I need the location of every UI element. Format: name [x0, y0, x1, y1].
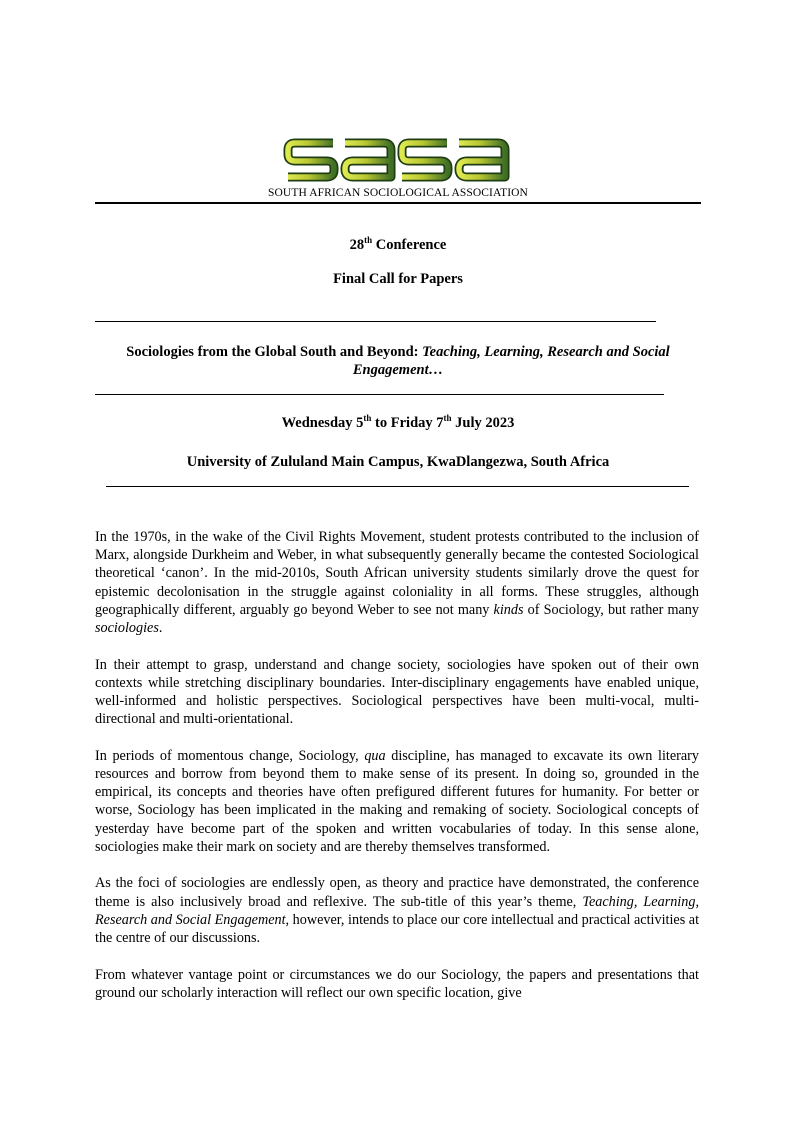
date-start-suffix: th: [363, 413, 372, 424]
paragraph-text: As the foci of sociologies are endlessly open, as theory and practice have demonstrated, the conference theme is also inclusively broad and reflexive. The sub-title of this year’s theme,: [95, 875, 699, 910]
call-title: Final Call for Papers: [333, 271, 463, 287]
sasa-logo: [283, 137, 512, 183]
theme-subtitle: Teaching, Learning, Research and Social Engagement…: [352, 344, 670, 378]
conference-number-suffix: th: [364, 235, 373, 246]
date-start: Wednesday 5: [281, 415, 364, 431]
paragraph-text: discipline, has managed to excavate its own literary resources and borrow from beyond them to make sense of its present. In doing so, grounded in the empirical, its concepts and theories have often prefigured different futures for humanity. For better or worse, Sociology has been implicated in the making and remaking of society. Sociological concepts of yesterday have become part of the spoken and written vocabularies of today. In this sense alone, sociologies make their mark on society and are thereby themselves transformed.: [95, 747, 699, 855]
header-divider: [95, 202, 701, 204]
body-text: [95, 528, 699, 1020]
conference-number: 28: [349, 237, 365, 253]
paragraph-text: .: [158, 620, 163, 637]
emphasis: Teaching, Learning, Research and Social Engagement,: [95, 893, 699, 928]
paragraph-text: however, intends to place our core intellectual and practical activities at the centre of our discussions.: [95, 911, 700, 947]
paragraph: [95, 528, 699, 637]
emphasis: qua: [364, 747, 386, 764]
paragraph: In their attempt to grasp, understand and change society, sociologies have spoken out of their own contexts while stretching disciplinary boundaries. Inter-disciplinary engagements have enabled unique, well-informed and holistic perspectives. Sociological perspectives have been multi-vocal, multi-directional and multi-orientational.: [95, 656, 699, 728]
date-end: July 2023: [451, 415, 515, 431]
emphasis: kinds: [493, 601, 524, 618]
paragraph-text: In periods of momentous change, Sociology,: [95, 747, 365, 764]
date-end-suffix: th: [443, 413, 452, 424]
divider-line: [95, 394, 664, 395]
conference-label: Conference: [372, 237, 447, 253]
paragraph-text: of Sociology, but rather many: [523, 601, 699, 618]
emphasis: sociologies: [95, 620, 159, 637]
organisation-name: SOUTH AFRICAN SOCIOLOGICAL ASSOCIATION: [268, 187, 528, 199]
date-middle: to Friday 7: [371, 415, 444, 431]
divider-line: [106, 486, 689, 487]
conference-dates: [95, 415, 701, 432]
theme-lead: Sociologies from the Global South and Beyond:: [126, 344, 423, 360]
paragraph: [95, 747, 699, 856]
paragraph: From whatever vantage point or circumstances we do our Sociology, the papers and presentations that ground our scholarly interaction will reflect our own specific location, give: [95, 966, 699, 1001]
paragraph: [95, 874, 699, 947]
divider-line: [95, 321, 656, 322]
conference-title: [95, 237, 701, 254]
conference-theme: [95, 343, 701, 379]
paragraph-text: In the 1970s, in the wake of the Civil Rights Movement, student protests contributed to the inclusion of Marx, alongside Durkheim and Weber, in what subsequently generally became the contested Sociological theoretical ‘canon’. In the mid-2010s, South African university students similarly drove the quest for epistemic decolonisation in the struggle against coloniality in all forms. These struggles, although geographically different, arguably go beyond Weber to see not many: [95, 529, 699, 618]
conference-venue: University of Zululand Main Campus, KwaDlangezwa, South Africa: [186, 454, 610, 470]
